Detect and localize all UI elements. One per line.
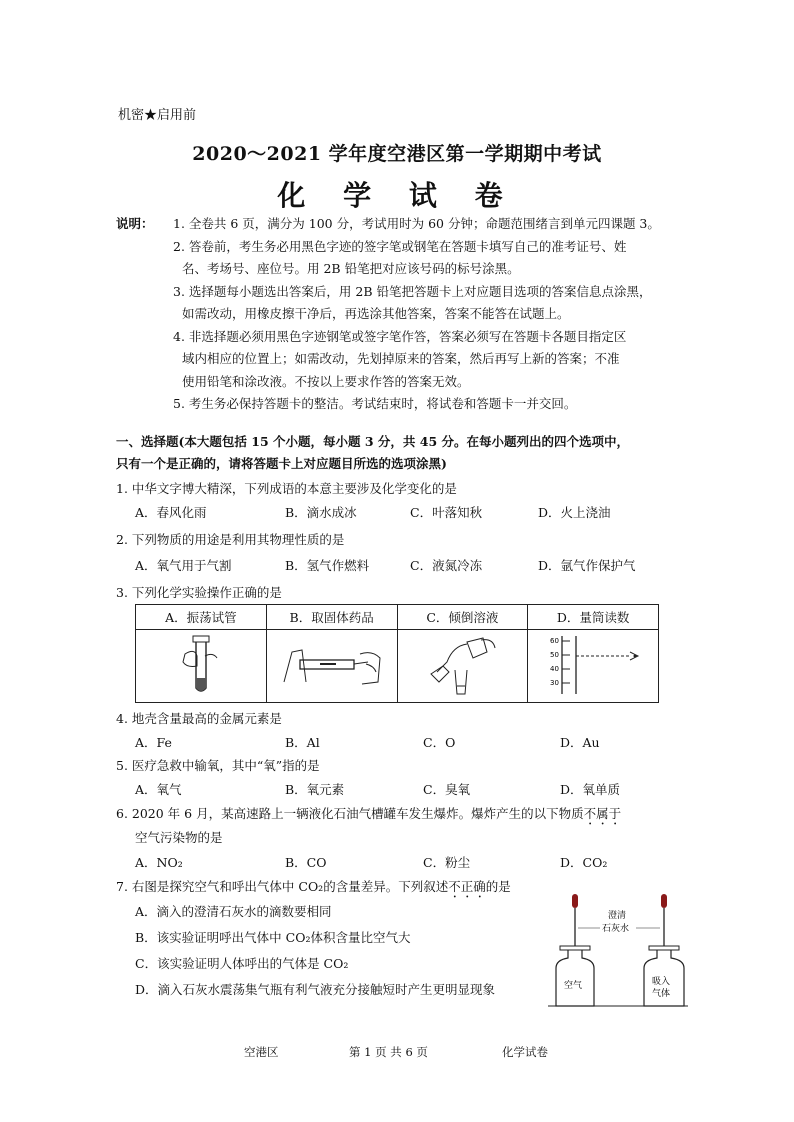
instruction-3: 3. 选择题每小题选出答案后，用 2B 铅笔把答题卡上对应题目选项的答案信息点涂黑，: [173, 283, 652, 299]
q7-option-b: B．该实验证明呼出气体中 CO₂体积含量比空气大: [135, 930, 411, 945]
q3-option-c: C．倾倒溶液: [397, 605, 528, 630]
q6-option-c: C．粉尘: [423, 855, 471, 870]
q3-option-a: A．振荡试管: [136, 605, 267, 630]
tick-30: 30: [550, 678, 560, 687]
q2-option-b: B．氢气作燃料: [285, 558, 370, 573]
q3-option-b: B．取固体药品: [266, 605, 397, 630]
question-1-stem: 1. 中华文字博大精深，下列成语的本意主要涉及化学变化的是: [116, 481, 457, 496]
q3-option-d: D．量筒读数: [528, 605, 659, 630]
exhaled-label-2: 气体: [652, 989, 671, 999]
q2-option-c: C．液氮冷冻: [410, 558, 483, 573]
emphasis-incorrect: 不正确: [448, 879, 486, 894]
instruction-5: 5. 考生务必保持答题卡的整洁。考试结束时，将试卷和答题卡一并交回。: [173, 396, 577, 411]
q7-option-d: D．滴入石灰水震荡集气瓶有利气液充分接触短时产生更明显现象: [135, 982, 496, 997]
exam-title: 2020～2021 学年度空港区第一学期期中考试: [192, 143, 602, 165]
dropper-bulb-right-icon: [661, 894, 667, 908]
q4-option-d: D．Au: [560, 735, 600, 750]
q1-option-a: A．春风化雨: [135, 505, 207, 520]
q5-option-a: A．氧气: [135, 782, 182, 797]
q7-option-c: C．该实验证明人体呼出的气体是 CO₂: [135, 956, 349, 971]
shaking-test-tube-figure: [136, 630, 267, 703]
q6-option-a: A．NO₂: [135, 855, 183, 870]
tick-50: 50: [550, 650, 560, 659]
q5-option-b: B．氧元素: [285, 782, 345, 797]
q6-option-d: D．CO₂: [560, 855, 608, 870]
instructions-label: 说明：: [116, 216, 154, 231]
q7-option-a: A．滴入的澄清石灰水的滴数要相同: [135, 904, 332, 919]
dropper-bulb-left-icon: [572, 894, 578, 908]
q6-option-b: B．CO: [285, 855, 327, 870]
instruction-2: 2. 答卷前，考生务必用黑色字迹的签字笔或钢笔在答题卡填写自己的准考证号、姓: [173, 238, 627, 254]
question-6-stem: 6. 2020 年 6 月，某高速路上一辆液化石油气槽罐车发生爆炸。爆炸产生的以下物质不属于: [116, 806, 622, 821]
tick-60: 60: [550, 636, 560, 645]
air-label: 空气: [564, 981, 583, 991]
tick-40: 40: [550, 664, 560, 673]
q4-option-a: A．Fe: [135, 735, 172, 750]
section-heading: 一、选择题(本大题包括 15 个小题，每小题 3 分，共 45 分。在每小题列出的四个选项中， 只有一个是正确的，请将答题卡上对应题目所选的选项涂黑): [116, 434, 630, 471]
instructions: 说明： 1. 全卷共 6 页，满分为 100 分，考试用时为 60 分钟；命题范围绪言到单元四课题 3。 2. 答卷前，考生务必用黑色字迹的签字笔或钢笔在答题卡填写自己的准考证号、姓 名、考场号、座位号。用 2B 铅笔把对应该号码的标号涂黑。 3. 选择题每小题选出答案后，用 2B 铅笔把答题卡上对应题目选项的答案信息点涂黑， 如需改动，用橡皮擦干净后，再选涂其他答案，答案不能答在试题上。 4. 非选择题必须用黑色字迹钢笔或签字笔作答，答案必须写在答题卡各题目指定区 域内相应的位置上；如需改动，先划掉原来的答案，然后再写上新的答案；不准 使用铅笔和涂改液。不按以上要求作答的答案无效。 5. 考生务必保持答题卡的整洁。考试结束时，将试卷和答题卡一并交回。: [116, 213, 696, 416]
q2-option-d: D．氩气作保护气: [538, 558, 636, 573]
footer-subject: 化学试卷: [502, 1045, 548, 1059]
confidential-label: 机密★启用前: [118, 108, 197, 123]
q1-option-b: B．滴水成冰: [285, 505, 357, 520]
q1-option-d: D．火上浇油: [538, 505, 611, 520]
question-2-stem: 2. 下列物质的用途是利用其物理性质的是: [116, 532, 345, 547]
question-6-stem-cont: 空气污染物的是: [135, 830, 223, 845]
limewater-label-1: 澄清: [608, 911, 627, 921]
question-5-stem: 5. 医疗急救中输氧，其中“氧”指的是: [116, 758, 320, 773]
q1-option-c: C．叶落知秋: [410, 505, 483, 520]
q5-option-c: C．臭氧: [423, 782, 471, 797]
instruction-1: 说明： 1. 全卷共 6 页，满分为 100 分，考试用时为 60 分钟；命题范围绪言到单元四课题 3。: [116, 213, 696, 236]
q4-option-c: C．O: [423, 735, 456, 750]
pouring-solution-figure: [397, 630, 528, 703]
limewater-label-2: 石灰水: [602, 924, 630, 934]
exhaled-label-1: 吸入: [652, 977, 671, 987]
footer-district: 空港区: [244, 1045, 279, 1059]
instruction-4: 4. 非选择题必须用黑色字迹钢笔或签字笔作答，答案必须写在答题卡各题目指定区: [173, 328, 627, 344]
cylinder-reading-figure: [528, 630, 659, 703]
question-4-stem: 4. 地壳含量最高的金属元素是: [116, 711, 282, 726]
q5-option-d: D．氧单质: [560, 782, 621, 797]
q3-option-table: [135, 604, 659, 703]
taking-solid-figure: [266, 630, 397, 703]
q2-option-a: A．氧气用于气割: [135, 558, 232, 573]
emphasis-not-belong: 不属于: [583, 806, 622, 821]
question-3-stem: 3. 下列化学实验操作正确的是: [116, 585, 282, 600]
footer-page-number: 第 1 页 共 6 页: [349, 1045, 428, 1059]
paper-title: 化 学 试 卷: [277, 179, 517, 212]
question-7-stem: 7. 右图是探究空气和呼出气体中 CO₂的含量差异。下列叙述不正确的是: [116, 879, 511, 894]
co2-experiment-figure: [548, 888, 688, 1010]
q4-option-b: B．Al: [285, 735, 320, 750]
